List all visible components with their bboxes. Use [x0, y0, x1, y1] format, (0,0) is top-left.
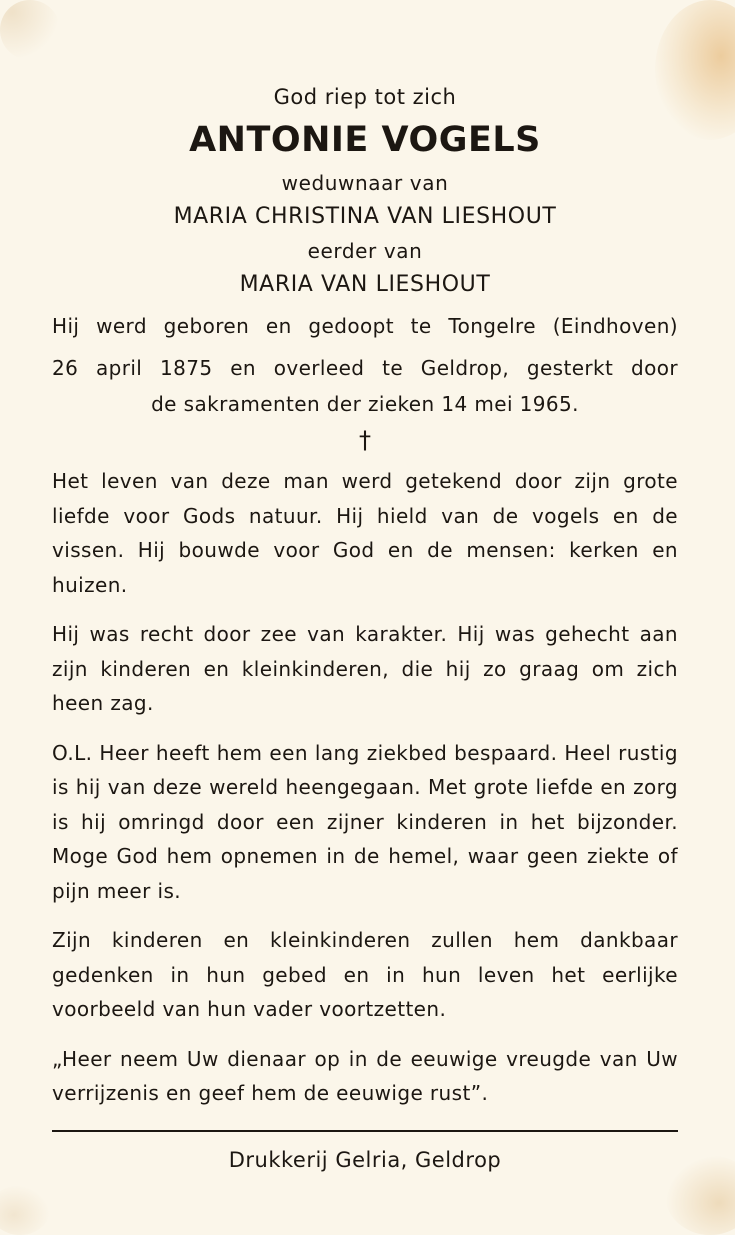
paragraph-prayer: „Heer neem Uw dienaar op in de eeuwige vreugde van Uw verrijzenis en geef hem de eeuwige rust”. [52, 1046, 678, 1105]
printer-credit: Drukkerij Gelria, Geldrop [228, 1148, 502, 1172]
cross-icon: † [359, 426, 371, 454]
paragraph-remembrance: Zijn kinderen en kleinkinderen zullen hem dankbaar gedenken in hun gebed en in hun leven het eerlijke voorbeeld van hun vader voortzetten. [52, 928, 678, 1021]
widower-of-line: weduwnaar van [281, 171, 449, 195]
spouse-2-name: MARIA VAN LIESHOUT [239, 272, 491, 297]
paragraph-life: Het leven van deze man werd getekend door zijn grote liefde voor Gods natuur. Hij hield van de vogels en de vissen. Hij bouwde voor God en de mensen: kerken en huizen. [52, 469, 678, 597]
footer-divider [52, 1130, 678, 1132]
paper-stain-top-left [0, 0, 60, 60]
paper-stain-bottom-left [0, 1185, 50, 1235]
birth-line-3: de sakramenten der zieken 14 mei 1965. [151, 392, 579, 416]
birth-line-1: Hij werd geboren en gedoopt te Tongelre (Eindhoven) [52, 314, 678, 338]
spouse-1-name: MARIA CHRISTINA VAN LIESHOUT [173, 204, 557, 229]
birth-line-2: 26 april 1875 en overleed te Geldrop, gesterkt door [52, 356, 678, 380]
intro-line: God riep tot zich [273, 85, 457, 109]
paragraph-character: Hij was recht door zee van karakter. Hij was gehecht aan zijn kinderen en kleinkinderen, die hij zo graag om zich heen zag. [52, 622, 678, 715]
paragraph-passing: O.L. Heer heeft hem een lang ziekbed bespaard. Heel rustig is hij van deze wereld heengegaan. Met grote liefde en zorg is hij omringd door een zijner kinderen in het bijzonder. Moge God hem opnemen in de hemel, waar geen ziekte of pijn meer is. [52, 740, 678, 903]
previously-of-line: eerder van [307, 239, 423, 263]
memorial-card-text [52, 78, 678, 1126]
deceased-name: ANTONIE VOGELS [189, 120, 541, 160]
